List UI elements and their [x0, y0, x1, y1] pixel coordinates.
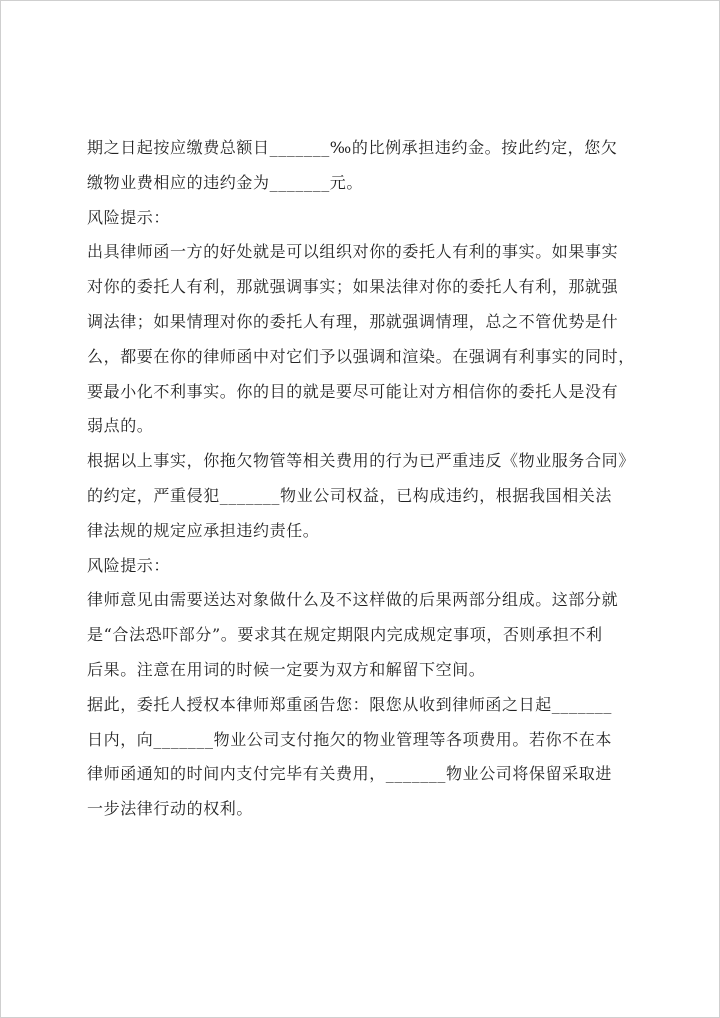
- text-line: 的约定，严重侵犯_______物业公司权益，已构成违约，根据我国相关法: [87, 485, 613, 505]
- text-line: 据此，委托人授权本律师郑重函告您：限您从收到律师函之日起_______: [87, 694, 613, 714]
- text-line: 律法规的规定应承担违约责任。: [87, 520, 320, 540]
- text-line: 期之日起按应缴费总额日_______‰的比例承担违约金。按此约定，您欠: [87, 138, 618, 157]
- text-line: 律师意见由需要送达对象做什么及不这样做的后果两部分组成。这部分就: [87, 590, 619, 610]
- text-line: 对你的委托人有利，那就强调事实；如果法律对你的委托人有利，那就强: [87, 277, 619, 297]
- section-heading: 风险提示：: [87, 555, 171, 575]
- text-line: 根据以上事实，你拖欠物管等相关费用的行为已严重违反《物业服务合同》: [87, 451, 635, 471]
- text-line: 后果。注意在用词的时候一定要为双方和解留下空间。: [87, 659, 486, 679]
- text-line: 么，都要在你的律师函中对它们予以强调和渲染。在强调有利事实的同时，: [87, 346, 635, 366]
- text-line: 一步法律行动的权利。: [87, 799, 254, 819]
- text-line: 弱点的。: [87, 416, 154, 436]
- text-line: 缴物业费相应的违约金为_______元。: [87, 172, 364, 192]
- text-line: 要最小化不利事实。你的目的就是要尽可能让对方相信你的委托人是没有: [87, 381, 619, 401]
- text-line: 日内，向_______物业公司支付拖欠的物业管理等各项费用。若你不在本: [87, 729, 613, 749]
- section-heading: 风险提示：: [87, 207, 171, 227]
- text-line: 律师函通知的时间内支付完毕有关费用，_______物业公司将保留采取进: [87, 764, 613, 784]
- text-line: 出具律师函一方的好处就是可以组织对你的委托人有利的事实。如果事实: [87, 242, 619, 262]
- document-body: [87, 131, 665, 827]
- text-line: 是“合法恐吓部分”。要求其在规定期限内完成规定事项，否则承担不利: [87, 625, 603, 645]
- text-line: 调法律；如果情理对你的委托人有理，那就强调情理，总之不管优势是什: [87, 311, 619, 331]
